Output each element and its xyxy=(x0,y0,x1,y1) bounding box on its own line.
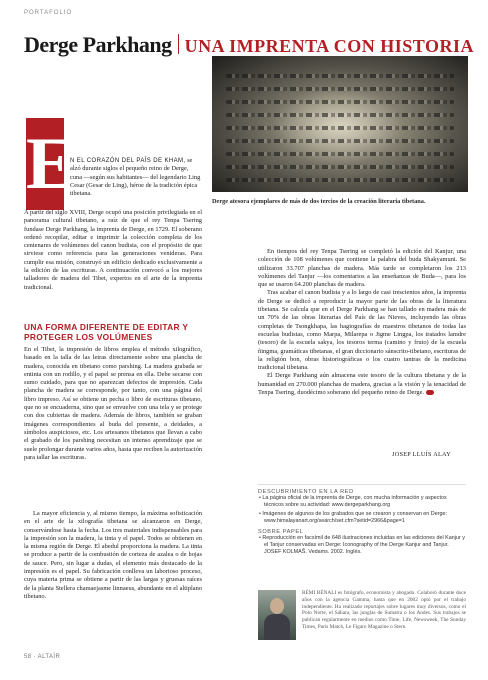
section-heading: UNA FORMA DIFERENTE DE EDITAR Y PROTEGER LOS VOLÚMENES xyxy=(24,322,189,342)
paragraph: En tiempos del rey Tenpa Tsering se completó la edición del Kanjur, una colección de 108 volúmenes que contiene la palabra del buda Shakyamuni. Se utilizaron 33.707 planchas de madera. Más tarde se completaron los 213 volúmenes del Tanjur —los comentarios a las enseñanzas de Buda—, para los que se usaron 64.200 planchas de madera. xyxy=(258,248,466,289)
paragraph: A partir del siglo XVIII, Derge ocupó una posición privilegiada en el panorama cultural tibetano, a raíz de que el rey Tenpa Tsering fundase Derge Parkhang, la imprenta de Derge, en 1729. El soberano ordenó recopilar, editar e imprimir la colección completa de los centenares de volúmenes del canon budista, con el propósito de que sirviese como referencia para las generaciones venideras. Para cumplir esa misión, construyó un edificio dedicado exclusivamente a la edición de las escrituras. A continuación convocó a los mejores talladores de madera del Tibet, expertos en el arte de la imprenta tradicional. xyxy=(24,209,202,291)
intro-lead: N EL CORAZÓN DEL PAÍS DE KHAM, xyxy=(70,158,186,164)
column-1-paragraph-3 xyxy=(24,510,202,601)
intro-paragraph xyxy=(70,157,202,198)
section-label: PORTAFOLIO xyxy=(24,10,73,16)
web-item[interactable]: • La página oficial de la imprenta de Derge, con mucha información y aspectos técnicos sobre su actividad: www.dergeparkhang.org xyxy=(259,495,447,508)
place-title: Derge Parkhang xyxy=(24,32,172,57)
page-folio: 58 · ALTAÏR xyxy=(24,654,61,660)
paragraph-closing: El Derge Parkhang aún almacena este tesoro de la cultura tibetana y de la humanidad en 270.000 planchas de madera, gracias a la visión y la tenacidad de Tenpa Tsering, duodécimo soberano del pequeño reino de Derge. xyxy=(258,372,466,397)
intro-text: se alzó durante siglos el pequeño reino de Derge, cuna —según sus habitantes— del legendario Ling Cesar (Gesar de Ling), héroe de la tradición épica tibetana. xyxy=(70,157,201,198)
print-item: • Reproducción en facsímil de 648 ilustraciones incluidas en las ediciones del Kanjur y el Tanjur conservadas en Derge: Iconography of the Derge Kanjur and Tanjur. JOSEF KOLMAŠ. Vedams. 2002. Inglés. xyxy=(259,535,465,555)
photographer-portrait xyxy=(258,590,296,640)
author-byline: JOSEP LLUÍS ALAY xyxy=(392,451,452,458)
print-section-label: SOBRE PAPEL xyxy=(258,529,304,535)
paragraph: La mayor eficiencia y, al mismo tiempo, la máxima sofisticación en el arte de la xilografía tibetana se alcanzaron en Derge, conservándose hasta la fecha. Los tres materiales indispensables para la impresión son la madera, la tinta y el papel. Todos se obtienen en la misma región de Derge. El abedul proporciona la madera. La tinta se produce a partir de la combustión de corteza de azalea o de hojas de sauce. Pero, sin lugar a dudas, el elemento más destacado de la impresión es el papel. Su fabricación conlleva un laborioso proceso, cuya materia prima se obtiene a partir de las largas y gruesas raíces de la planta Stellera chamaejasme linnaeus, abundante en el altiplano tibetano. xyxy=(24,510,202,600)
article-subtitle: UNA IMPRENTA CON HISTORIA xyxy=(184,36,474,56)
photographer-bio: RÉMI BÉNALI es fotógrafo, economista y abogado. Colaboró durante doce años con la agencia Gamma, hasta que en 2002 optó por el trabajo independiente. Ha realizado reportajes sobre lugares muy diversos, como el Polo Norte, el Sáhara, las junglas de Sumatra o los Andes. Sus trabajos se publican regularmente en medios como Time, Life, Newsweek, The Sunday Times, Paris Match, Le Figaro Magazine o Stern. xyxy=(302,590,466,630)
web-item[interactable]: • Imágenes de algunos de los grabados que se crearon y conservan en Derge: www.himalayanart.org/search/set.cfm?setid=2966&page=1 xyxy=(259,511,447,524)
title-divider xyxy=(178,34,179,54)
end-mark xyxy=(426,390,434,395)
column-2-text xyxy=(258,248,466,397)
further-reading-box xyxy=(258,484,466,558)
carved-text-rows xyxy=(226,74,454,180)
column-1-paragraph-1 xyxy=(24,209,202,292)
web-section-label: DESCUBRIMIENTO EN LA RED xyxy=(258,489,354,495)
photo-caption: Derge atesora ejemplares de más de dos tercios de la creación literaria tibetana. xyxy=(212,198,426,205)
column-1-paragraph-2 xyxy=(24,346,202,462)
woodblock-photo xyxy=(212,56,468,192)
drop-cap: E xyxy=(26,118,64,210)
paragraph: Tras acabar el canon budista y a lo largo de casi trescientos años, la imprenta de Derge se dedicó a reproducir la mayor parte de las obras de la literatura tibetana. Se calcula que en el Derge Parkhang se han tallado en madera más de un 70% de las obras literarias del País de las Nieves, incluyendo las obras completas de Tsongkhapa, las hagiografías de maestros tibetanos de todas las escuelas budistas, como Marpa, Milarepa o Jigme Lingpa, los tratados lamdre (tesoro) de la escuela sakya, los tesoros terma (camino y fruto) de la escuela ñingma, gramáticas tibetanas, el gran diccionario sánscrito-tibetano, escrituras de la religión bon, obras historiográficas o los cuatro tantras de la medicina tradicional tibetana. xyxy=(258,289,466,372)
paragraph: En el Tibet, la impresión de libros emplea el método xilográfico, basado en la talla de las letras directamente sobre una plancha de madera, conocida en tibetano como parshing. La madera grabada se entinta con un rodillo, y el papel se prensa en ella. Debe secarse con sumo cuidado, para que no aparezcan defectos de impresión. Cada plancha de madera se corresponde, por tanto, con una página del libro impreso. Así se obtiene un pecha o libro de escrituras tibetano, que no se encuaderna, sino que se envuelve con una tela y se protege con dos cubiertas de madera. Además de libros, también se graban imágenes correspondientes al buda del presente, a deidades, a símbolos auspiciosos, etc. Los artesanos tibetanos que llevan a cabo el grabado de los parshing necesitan un intenso aprendizaje que se suele prolongar durante varios años, hasta que reciben la autorización para tallar las escrituras. xyxy=(24,346,202,461)
photographer-credit xyxy=(258,590,466,642)
